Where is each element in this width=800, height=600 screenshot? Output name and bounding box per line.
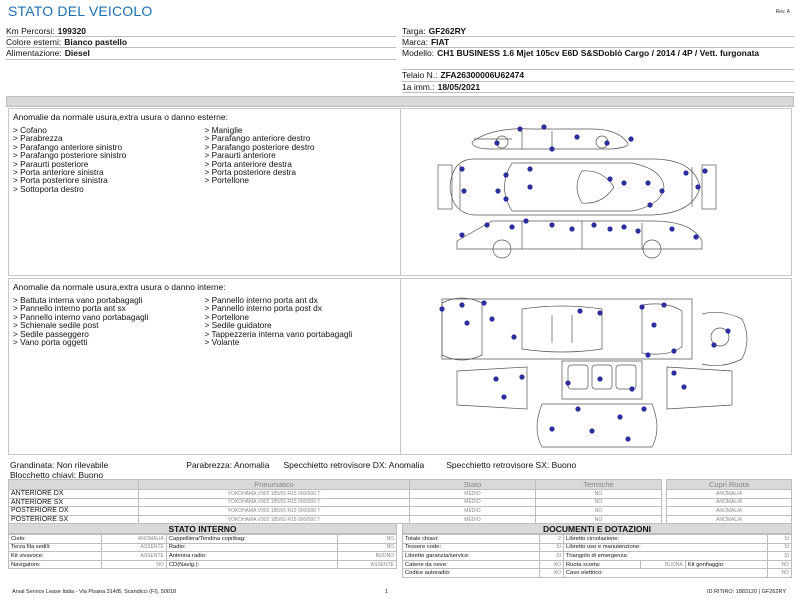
- tyre-model: YOKOHAMA V902 185/65 R15 000/000 T: [139, 490, 410, 499]
- list-item: > Parafango posteriore destro: [204, 141, 315, 152]
- exterior-car-diagram-svg: [402, 109, 793, 275]
- list-item: > Portellone: [204, 175, 250, 186]
- documenti-section: [402, 523, 792, 578]
- tyre-termiche: NO: [536, 515, 662, 524]
- field-value: NO: [539, 569, 563, 578]
- internal-damage-text: [9, 279, 401, 454]
- field-label: Kit vivavoce:: [9, 552, 102, 561]
- field-label: Cavo elettrico:: [563, 569, 767, 578]
- field-value: SI: [767, 552, 792, 561]
- list-item: > Battuta interna vano portabagagli: [13, 295, 143, 305]
- field-value: NO: [337, 535, 396, 544]
- field-value: 2: [539, 535, 563, 544]
- external-damage-col-1: [13, 126, 205, 193]
- tyre-position: POSTERIORE DX: [9, 507, 139, 516]
- field-label: Terza fila sedili:: [9, 543, 102, 552]
- field-label: Ruota scorta:: [563, 560, 640, 569]
- info-value: GF262RY: [428, 26, 467, 36]
- info-label: Telaio N.:: [402, 70, 438, 81]
- info-row-telaio: [402, 70, 794, 81]
- table-row: [9, 535, 397, 544]
- info-row-immatricolazione: [402, 82, 794, 93]
- field-label: Kit gonfiaggio:: [685, 560, 767, 569]
- footer-page-number: 1: [385, 589, 389, 595]
- table-header: [9, 480, 139, 490]
- info-value: ZFA26300006U62474: [440, 70, 525, 81]
- info-row-km: [6, 26, 396, 37]
- copri-value: ANOMALIA: [667, 498, 792, 507]
- revision-label: Rev. A: [775, 9, 790, 15]
- field-value: SI: [539, 552, 563, 561]
- field-label: Navigatore:: [9, 560, 102, 569]
- info-row-modello: [402, 48, 794, 70]
- tyre-model: YOKOHAMA V902 185/65 R15 000/000 T: [139, 515, 410, 524]
- documenti-table: [402, 534, 792, 578]
- tyre-position: ANTERIORE DX: [9, 490, 139, 499]
- tyre-termiche: NO: [536, 498, 662, 507]
- external-damage-col-2: [205, 126, 397, 193]
- info-row-targa: [402, 26, 794, 37]
- info-value: FIAT: [430, 37, 450, 48]
- list-item: > Porta posteriore destra: [204, 167, 297, 178]
- info-label: Alimentazione:: [6, 48, 62, 59]
- table-row: [9, 507, 662, 516]
- info-label: Colore esterni:: [6, 37, 62, 48]
- table-header: Copri Ruota: [667, 480, 792, 490]
- internal-damage-heading: Anomalie da normale usura,extra usura o danno interne:: [13, 282, 226, 292]
- external-damage-text: [9, 109, 401, 275]
- list-item: > Parafango anteriore destro: [204, 133, 311, 144]
- list-item: > Porta anteriore sinistra: [13, 167, 104, 178]
- field-label: Tessere code:: [403, 543, 540, 552]
- tyre-position: ANTERIORE SX: [9, 498, 139, 507]
- summary-blocchetto: Blocchetto chiavi: Buono: [10, 469, 104, 480]
- list-item: > Pannello interno porta post dx: [204, 303, 322, 314]
- documenti-title: DOCUMENTI E DOTAZIONI: [402, 523, 792, 534]
- field-value: NO: [767, 560, 792, 569]
- page-title: STATO DEL VEICOLO: [8, 3, 153, 19]
- list-item: > Sedile passeggero: [13, 328, 89, 339]
- table-row: [9, 552, 397, 561]
- info-value: Diesel: [64, 48, 90, 59]
- tyre-stato: MEDIO: [410, 507, 536, 516]
- field-value: SI: [767, 543, 792, 552]
- list-item: > Porta posteriore sinistra: [13, 175, 108, 186]
- list-item: > Parabrezza: [13, 133, 63, 144]
- field-value: NO: [767, 569, 792, 578]
- list-item: > Sottoporta destro: [13, 183, 84, 194]
- copri-value: ANOMALIA: [667, 490, 792, 499]
- info-label: Targa:: [402, 26, 426, 36]
- info-value: Bianco pastello: [64, 37, 128, 48]
- internal-damage-panel: [8, 278, 792, 455]
- list-item: > Sedile guidatore: [204, 320, 272, 331]
- list-item: > Parafango anteriore sinistro: [13, 141, 123, 152]
- tyre-model: YOKOHAMA V902 185/65 R15 000/000 T: [139, 507, 410, 516]
- tyre-stato: MEDIO: [410, 490, 536, 499]
- list-item: > Parafango posteriore sinistro: [13, 150, 127, 161]
- table-row: [9, 490, 662, 499]
- interior-car-diagram: [402, 279, 793, 454]
- table-header: Stato: [410, 480, 536, 490]
- field-value: ASSENTE: [102, 552, 167, 561]
- copri-value: ANOMALIA: [667, 507, 792, 516]
- info-row-marca: [402, 37, 794, 48]
- list-item: > Porta anteriore destra: [204, 158, 292, 169]
- table-row: [667, 490, 792, 499]
- table-row: [403, 569, 792, 578]
- list-item: > Paraurti posteriore: [13, 158, 89, 169]
- footer-company: Arval Service Lease Italia - Via Pisana 314/B, Scandicci (FI), 50018: [12, 589, 177, 595]
- field-value: NO: [539, 560, 563, 569]
- table-row: [403, 560, 792, 569]
- table-row: [403, 535, 792, 544]
- field-value: NO: [102, 560, 167, 569]
- summary-specchietto-sx: Specchietto retrovisore SX: Buono: [446, 460, 577, 470]
- stato-interno-table: [8, 534, 397, 569]
- tyre-stato: MEDIO: [410, 515, 536, 524]
- tyre-stato: MEDIO: [410, 498, 536, 507]
- field-value: ASSENTE: [337, 560, 396, 569]
- list-item: > Volante: [204, 337, 240, 348]
- field-label: Totale chiavi:: [403, 535, 540, 544]
- field-label: Libretto circolazione:: [563, 535, 767, 544]
- summary-section: [10, 461, 790, 480]
- list-item: > Paraurti anteriore: [204, 150, 276, 161]
- field-label: Antenna radio:: [166, 552, 337, 561]
- summary-parabrezza: Parabrezza: Anomalia: [186, 460, 270, 470]
- info-label: Modello:: [402, 48, 435, 59]
- table-header: Pneumatico: [139, 480, 410, 490]
- field-label: Libretto uso e manutenzione:: [563, 543, 767, 552]
- tyres-table: [8, 479, 662, 524]
- info-value: 199320: [57, 26, 87, 36]
- field-label: Radio:: [166, 543, 337, 552]
- list-item: > Cofano: [13, 125, 47, 135]
- tyre-model: YOKOHAMA V902 185/65 R15 000/000 T: [139, 498, 410, 507]
- internal-damage-col-1: [13, 296, 205, 346]
- external-damage-panel: [8, 108, 792, 276]
- copri-ruota-table: [666, 479, 792, 524]
- list-item: > Vano porta oggetti: [13, 337, 88, 348]
- field-value: BUONO: [337, 552, 396, 561]
- info-label: Marca:: [402, 37, 428, 48]
- field-label: Libretto garanzia/service:: [403, 552, 540, 561]
- internal-damage-col-2: [205, 296, 397, 346]
- field-value: ASSENTE: [102, 543, 167, 552]
- stato-interno-section: [8, 523, 397, 569]
- table-row: [667, 498, 792, 507]
- tyre-position: POSTERIORE SX: [9, 515, 139, 524]
- field-value: SI: [539, 543, 563, 552]
- vehicle-info-right: [402, 26, 794, 93]
- table-header: Termiche: [536, 480, 662, 490]
- table-row: [9, 543, 397, 552]
- info-row-alimentazione: [6, 48, 396, 59]
- info-value: 18/05/2021: [437, 81, 481, 92]
- exterior-car-diagram: [402, 109, 793, 275]
- field-value: ANOMALIA: [102, 535, 167, 544]
- info-row-colore: [6, 37, 396, 48]
- list-item: > Maniglie: [204, 125, 243, 135]
- info-label: 1a imm.:: [402, 81, 435, 92]
- footer-ritiro-id: ID RITIRO: 1883120 | GF262RY: [707, 589, 786, 595]
- info-label: Km Percorsi:: [6, 26, 55, 36]
- copri-value: ANOMALIA: [667, 515, 792, 524]
- table-row: [667, 507, 792, 516]
- table-row: [403, 552, 792, 561]
- field-label: CD(Navig.):: [166, 560, 337, 569]
- vehicle-info-left: [6, 26, 396, 60]
- list-item: > Schienale sedile post: [13, 320, 99, 331]
- section-divider: [6, 96, 794, 107]
- field-label: Cielo:: [9, 535, 102, 544]
- list-item: > Pannello interno porta ant sx: [13, 303, 126, 314]
- field-label: Catene da neve:: [403, 560, 540, 569]
- external-damage-heading: Anomalie da normale usura,extra usura o danno esterne:: [13, 112, 228, 122]
- info-value: CH1 BUSINESS 1.6 Mjet 105cv E6D S&SDoblò Cargo / 2014 / 4P / Vett. furgonata: [437, 48, 760, 59]
- list-item: > Tappezzeria interna vano portabagagli: [204, 328, 353, 339]
- summary-specchietto-dx: Specchietto retrovisore DX: Anomalia: [283, 460, 425, 470]
- stato-interno-title: STATO INTERNO: [8, 523, 397, 534]
- list-item: > Pannello interno porta ant dx: [204, 295, 318, 305]
- field-value: NO: [337, 543, 396, 552]
- table-row: [9, 560, 397, 569]
- field-value: SI: [767, 535, 792, 544]
- summary-grandinata: Grandinata: Non rilevabile: [10, 460, 109, 470]
- tyre-termiche: NO: [536, 507, 662, 516]
- interior-car-diagram-svg: [402, 279, 793, 454]
- field-label: Triangolo di emergenza:: [563, 552, 767, 561]
- list-item: > Pannello interno vano portabagagli: [13, 311, 149, 322]
- table-row: [403, 543, 792, 552]
- tyre-termiche: NO: [536, 490, 662, 499]
- field-label: Codice autoradio:: [403, 569, 540, 578]
- list-item: > Portellone: [204, 311, 250, 322]
- field-value: BUONA: [641, 560, 686, 569]
- table-row: [9, 498, 662, 507]
- field-label: Cappelliera/Tendina copribag:: [166, 535, 337, 544]
